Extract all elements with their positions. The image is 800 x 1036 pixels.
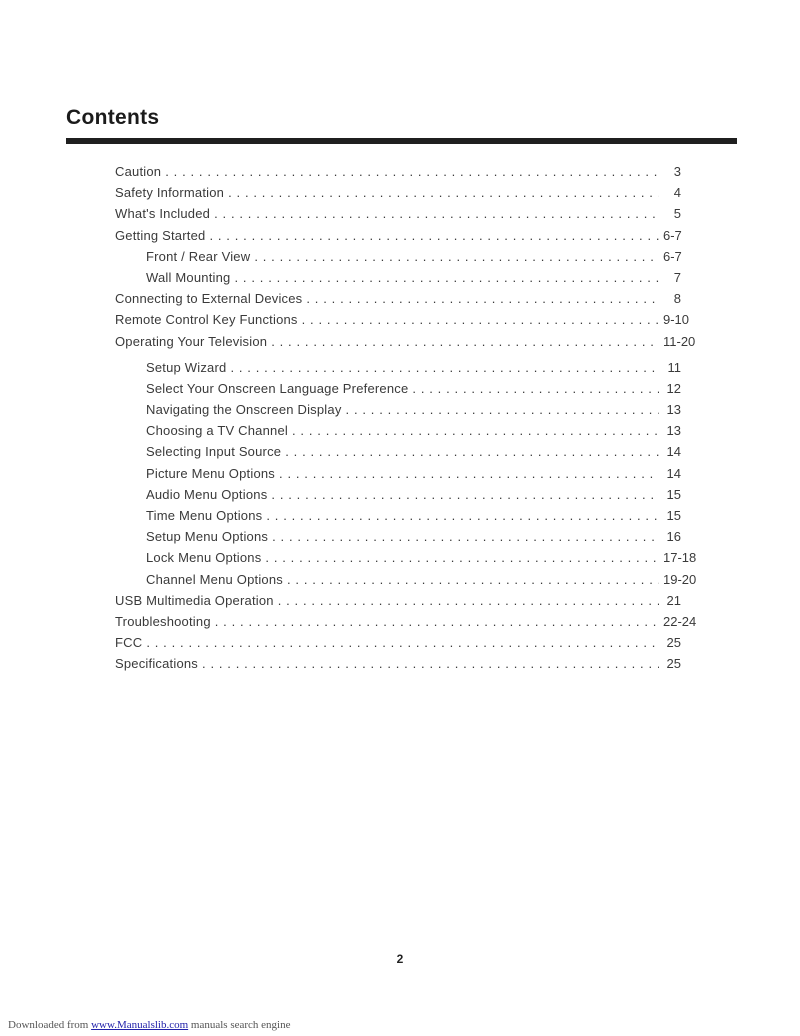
toc-entry-page: 17-18 xyxy=(663,550,697,566)
toc-entry xyxy=(115,593,681,614)
toc-entry xyxy=(115,466,681,487)
page-title: Contents xyxy=(66,106,160,129)
toc-entry-label: Picture Menu Options xyxy=(146,465,276,481)
toc-entry-label: Remote Control Key Functions xyxy=(115,312,298,328)
toc-entry-label: Front / Rear View xyxy=(146,248,251,264)
toc-entry-page: 21 xyxy=(666,592,681,608)
toc-entry-label: Navigating the Onscreen Display xyxy=(146,402,342,418)
toc-entry-dots xyxy=(302,312,659,327)
toc-entry-dots xyxy=(292,423,659,438)
toc-entry-label: Choosing a TV Channel xyxy=(146,423,288,439)
toc-entry xyxy=(115,635,681,656)
toc-entry-page: 6-7 xyxy=(663,248,682,264)
toc-entry xyxy=(115,656,681,677)
toc-entry-dots xyxy=(165,164,659,179)
toc-entry-label: Time Menu Options xyxy=(146,508,263,523)
toc-entry xyxy=(115,249,681,270)
toc-entry-label: Channel Menu Options xyxy=(146,571,283,587)
manualslib-link[interactable]: www.Manualslib.com xyxy=(91,1019,189,1031)
toc-entry-label: FCC xyxy=(115,635,143,651)
toc-entry-label: Operating Your Television xyxy=(115,333,268,349)
toc-entry-label: Select Your Onscreen Language Preference xyxy=(146,380,409,396)
toc-entry xyxy=(115,487,681,508)
toc-entry-page: 14 xyxy=(666,444,681,460)
toc-entry-dots xyxy=(235,270,660,285)
toc-entry-page: 25 xyxy=(666,656,681,672)
toc-entry xyxy=(115,164,681,185)
toc-entry-page: 5 xyxy=(673,206,681,222)
toc-entry-page: 13 xyxy=(666,423,681,439)
toc-entry-label: Safety Information xyxy=(115,185,225,201)
toc-entry xyxy=(115,423,681,444)
toc-entry-dots xyxy=(271,334,659,349)
toc-entry-dots xyxy=(202,656,659,671)
page-number: 2 xyxy=(396,952,404,966)
toc-entry-dots xyxy=(278,593,659,608)
toc-entry-label: Specifications xyxy=(115,656,199,672)
toc-entry-page: 3 xyxy=(673,164,681,179)
toc-entry xyxy=(115,206,681,227)
toc-list xyxy=(115,164,697,678)
toc-entry xyxy=(115,381,681,402)
toc-entry-page: 25 xyxy=(666,635,681,651)
toc-entry-dots xyxy=(265,550,659,565)
toc-entry-page: 13 xyxy=(666,402,681,418)
toc-entry-page: 8 xyxy=(673,291,681,307)
toc-entry-dots xyxy=(266,508,659,523)
toc-entry-page: 22-24 xyxy=(663,613,697,629)
toc-entry xyxy=(115,333,696,355)
toc-entry-label: Getting Started xyxy=(115,227,206,243)
toc-entry-page: 7 xyxy=(673,269,681,285)
toc-entry-dots xyxy=(254,249,659,264)
toc-entry xyxy=(115,360,681,381)
title-rule xyxy=(66,138,737,144)
toc-entry-dots xyxy=(146,635,659,650)
toc-entry-page: 11-20 xyxy=(663,333,696,349)
toc-entry xyxy=(115,228,681,249)
toc-entry-label: Connecting to External Devices xyxy=(115,291,303,307)
toc-entry-label: Troubleshooting xyxy=(115,613,211,629)
toc-entry-label: USB Multimedia Operation xyxy=(115,592,274,608)
toc-entry xyxy=(115,312,690,333)
toc-entry-label: Lock Menu Options xyxy=(146,550,262,566)
toc-entry-page: 15 xyxy=(666,486,681,502)
toc-entry-dots xyxy=(230,360,659,375)
toc-entry-label: Setup Wizard xyxy=(146,359,227,375)
toc-entry-label: Caution xyxy=(115,164,162,179)
toc-entry-dots xyxy=(272,529,659,544)
toc-entry-dots xyxy=(215,614,659,629)
toc-entry-dots xyxy=(287,572,659,587)
toc-entry-dots xyxy=(228,185,659,200)
toc-entry-label: Audio Menu Options xyxy=(146,486,268,502)
toc-entry-label: Wall Mounting xyxy=(146,269,231,285)
footer xyxy=(8,1019,290,1031)
toc-entry xyxy=(115,185,681,206)
toc-entry xyxy=(115,529,681,550)
toc-entry-dots xyxy=(271,487,659,502)
toc-entry-page: 16 xyxy=(666,529,681,545)
toc-entry-page: 15 xyxy=(666,508,681,523)
footer-suffix: manuals search engine xyxy=(188,1019,291,1031)
toc-entry-dots xyxy=(209,228,659,243)
title-block xyxy=(66,106,734,144)
toc-entry-dots xyxy=(412,381,659,396)
toc-entry-page: 19-20 xyxy=(663,571,697,587)
toc-entry-label: What's Included xyxy=(115,206,211,222)
toc-entry-dots xyxy=(346,402,659,417)
toc-entry-dots xyxy=(285,444,659,459)
toc-entry-page: 6-7 xyxy=(663,227,682,243)
toc-entry xyxy=(115,550,697,571)
toc-entry xyxy=(115,270,681,291)
toc-entry xyxy=(115,291,681,312)
toc-entry-dots xyxy=(279,466,659,481)
toc-entry-page: 4 xyxy=(673,185,681,201)
toc-entry-label: Setup Menu Options xyxy=(146,529,269,545)
toc-entry-dots xyxy=(306,291,659,306)
toc-entry-dots xyxy=(214,206,659,221)
toc-entry-page: 12 xyxy=(666,380,681,396)
toc-entry xyxy=(115,444,681,465)
footer-prefix: Downloaded from xyxy=(8,1019,92,1031)
toc-entry xyxy=(115,402,681,423)
toc-entry-page: 11 xyxy=(667,359,681,375)
toc-entry-page: 14 xyxy=(666,465,681,481)
toc-entry xyxy=(115,613,697,635)
toc-entry xyxy=(115,571,697,593)
toc-entry xyxy=(115,508,681,529)
toc-entry-page: 9-10 xyxy=(663,312,690,328)
toc-entry-label: Selecting Input Source xyxy=(146,444,282,460)
